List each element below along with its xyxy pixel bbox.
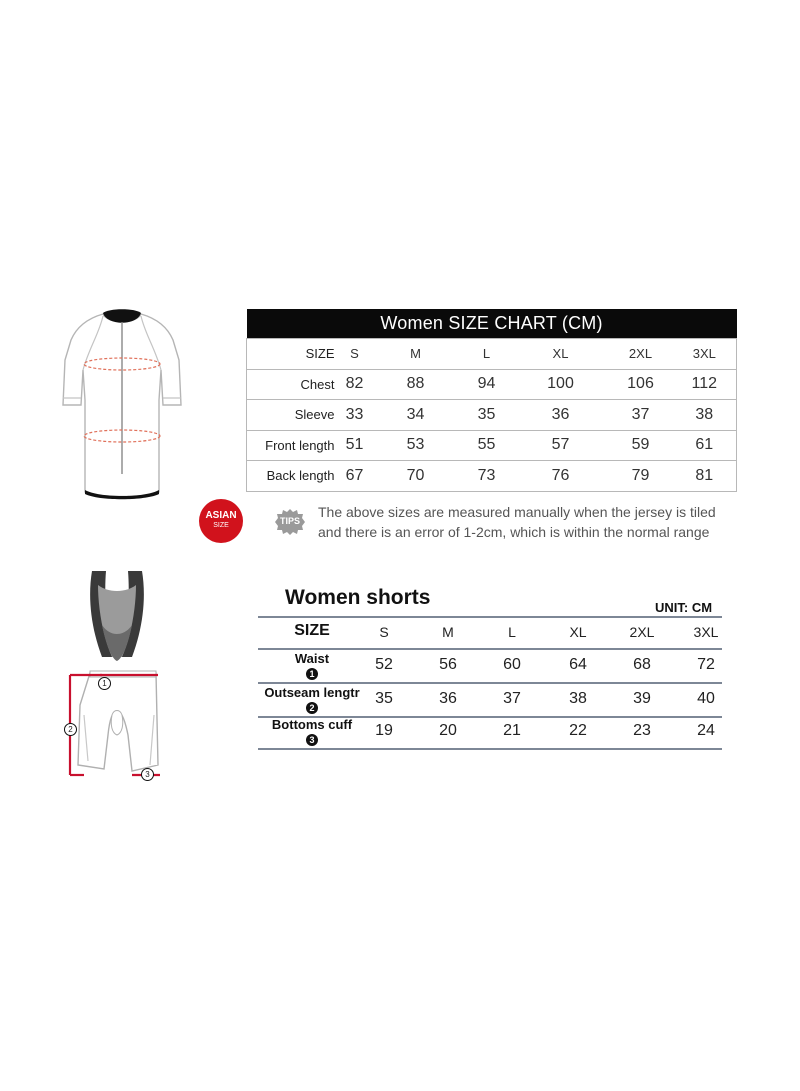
- divider: [258, 748, 722, 750]
- note-line: and there is an error of 1-2cm, which is within the normal range: [318, 524, 710, 540]
- jersey-chart-title: Women SIZE CHART (CM): [247, 309, 737, 339]
- row-label: Bottoms cuff: [271, 717, 353, 732]
- table-cell: 73: [461, 461, 513, 492]
- tips-label: TIPS: [279, 516, 300, 526]
- size-header: L: [461, 339, 513, 370]
- table-cell: 100: [513, 369, 609, 400]
- note-line: The above sizes are measured manually when the jersey is tiled: [318, 504, 716, 520]
- size-label: SIZE: [294, 622, 330, 639]
- asian-badge-label: ASIAN: [205, 510, 237, 521]
- table-cell: 23: [633, 722, 651, 739]
- size-header: 2XL: [609, 339, 673, 370]
- table-cell: 94: [461, 369, 513, 400]
- table-cell: 64: [569, 656, 587, 673]
- table-cell: 72: [697, 656, 715, 673]
- marker-badge: 1: [306, 668, 318, 680]
- marker-badge: 3: [306, 734, 318, 746]
- table-cell: 53: [371, 430, 461, 461]
- shorts-chart-title: Women shorts: [285, 586, 431, 609]
- table-cell: 39: [633, 690, 651, 707]
- table-row: [247, 430, 737, 461]
- asian-size-badge: [199, 499, 243, 543]
- table-cell: 38: [673, 400, 737, 431]
- table-cell: 22: [569, 722, 587, 739]
- size-header: 3XL: [693, 624, 719, 640]
- table-cell: 35: [375, 690, 393, 707]
- table-cell: 61: [673, 430, 737, 461]
- table-cell: 37: [609, 400, 673, 431]
- table-cell: 24: [697, 722, 715, 739]
- jersey-size-table: [246, 309, 737, 492]
- table-cell: 21: [503, 722, 521, 739]
- table-cell: 59: [609, 430, 673, 461]
- size-header: M: [442, 624, 454, 640]
- size-header: XL: [569, 624, 587, 640]
- size-header: 2XL: [629, 624, 655, 640]
- table-cell: 37: [503, 690, 521, 707]
- row-label: Chest: [247, 369, 339, 400]
- table-cell: 70: [371, 461, 461, 492]
- size-header: 3XL: [673, 339, 737, 370]
- table-cell: 51: [339, 430, 371, 461]
- size-header: S: [339, 339, 371, 370]
- table-cell: 38: [569, 690, 587, 707]
- jersey-header-row: [247, 339, 737, 370]
- jersey-illustration: [55, 300, 190, 505]
- size-label: SIZE: [247, 339, 339, 370]
- table-cell: 88: [371, 369, 461, 400]
- size-header: L: [508, 624, 516, 640]
- table-cell: 112: [673, 369, 737, 400]
- table-row: [258, 684, 722, 716]
- table-row: [247, 400, 737, 431]
- tips-icon: [274, 508, 306, 536]
- table-cell: 34: [371, 400, 461, 431]
- diagram-marker-1: 1: [98, 677, 111, 690]
- table-row: [247, 461, 737, 492]
- table-cell: 19: [375, 722, 393, 739]
- row-label: Sleeve: [247, 400, 339, 431]
- table-cell: 68: [633, 656, 651, 673]
- table-cell: 57: [513, 430, 609, 461]
- table-cell: 40: [697, 690, 715, 707]
- row-label: Back length: [247, 461, 339, 492]
- diagram-marker-3: 3: [141, 768, 154, 781]
- table-cell: 56: [439, 656, 457, 673]
- table-row: [258, 716, 722, 748]
- shorts-header-row: [258, 616, 722, 648]
- table-cell: 36: [513, 400, 609, 431]
- table-cell: 52: [375, 656, 393, 673]
- table-cell: 67: [339, 461, 371, 492]
- unit-label: UNIT: CM: [655, 600, 713, 615]
- row-label: Waist: [294, 651, 330, 666]
- table-cell: 81: [673, 461, 737, 492]
- table-row: [258, 650, 722, 682]
- size-header: M: [371, 339, 461, 370]
- asian-badge-sublabel: SIZE: [213, 522, 229, 529]
- diagram-marker-2: 2: [64, 723, 77, 736]
- table-cell: 55: [461, 430, 513, 461]
- table-cell: 106: [609, 369, 673, 400]
- table-cell: 33: [339, 400, 371, 431]
- size-header: XL: [513, 339, 609, 370]
- marker-badge: 2: [306, 702, 318, 714]
- table-cell: 36: [439, 690, 457, 707]
- row-label: Front length: [247, 430, 339, 461]
- table-cell: 35: [461, 400, 513, 431]
- size-header: S: [379, 624, 389, 640]
- bib-shorts-illustration: [62, 565, 172, 785]
- measurement-note: [318, 502, 716, 542]
- table-cell: 79: [609, 461, 673, 492]
- table-cell: 20: [439, 722, 457, 739]
- table-cell: 76: [513, 461, 609, 492]
- table-cell: 82: [339, 369, 371, 400]
- table-cell: 60: [503, 656, 521, 673]
- table-row: [247, 369, 737, 400]
- row-label: Outseam lengtr: [264, 685, 360, 700]
